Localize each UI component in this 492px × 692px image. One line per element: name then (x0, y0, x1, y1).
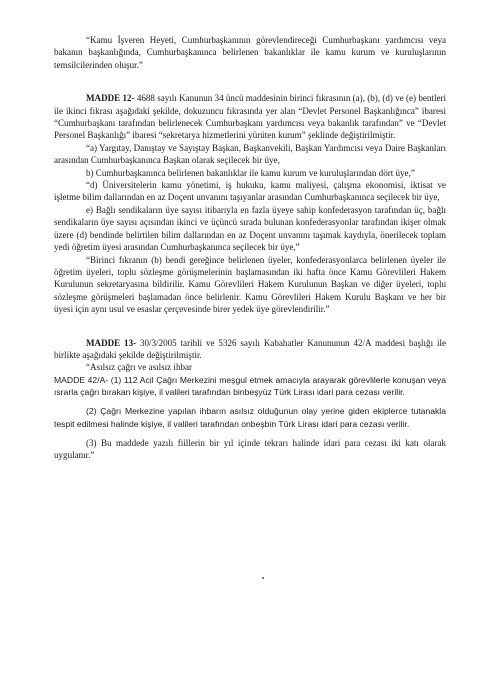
paragraph-heading-false-call: “Asılsız çağrı ve asılsız ihbar (86, 362, 193, 373)
article-12-text: 4688 sayılı Kanunun 34 üncü maddesinin birinci fıkrasının (a), (b), (d) ve (e) bentleri ile ikinci fıkrası aşağıdaki şekilde, dokuzuncu fıkrasında yer alan “Devlet Personel Başkanlığınca” ibaresi “Cumhurbaşkanı tarafından belirlenecek Cumhurbaşkanı yardımcısı veya bakanlık tarafından” ve “Devlet Personel Başkanlığı” ibaresi “sekretarya hizmetlerini yürüten kurum” şeklinde değiştirilmiştir. (54, 93, 446, 141)
paragraph-second-subsection: “Birinci fıkranın (b) bendi gereğince belirlenen üyeler, konfederasyonlarca belirlenen üyeler ile öğretim üyeleri, toplu sözleşme görüşmelerinin başlamasından iki hafta önce Kamu Görevlileri Hakem Kurulunun sekretaryasına bildirilir. Kamu Görevlileri Hakem Kurulunun Başkan ve diğer üyeleri, toplu sözleşme görüşmeleri başlamadan önce belirlenir. Kamu Görevlileri Hakem Kurulu Başkanı ve her bir üyesi için aynı usul ve esaslar çerçevesinde birer yedek üye görevlendirilir.” (54, 254, 446, 315)
paragraph-article-42a-3: (3) Bu maddede yazılı fiillerin bir yıl içinde tekrarı halinde idari para cezası iki katı olarak uygulanır.” (54, 437, 446, 461)
paragraph-kamu-isveren-heyeti: “Kamu İşveren Heyeti, Cumhurbaşkanının görevlendireceği Cumhurbaşkanı yardımcısı veya bakanın başkanlığında, Cumhurbaşkanınca belirlenen bakanlıklar ile kamu kurum ve kuruluşlarının temsilcilerinden oluşur.” (54, 35, 446, 70)
article-13-text: 30/3/2005 tarihli ve 5326 sayılı Kabahatler Kanununun 42/A maddesi başlığı ile birlikte aşağıdaki şekilde değiştirilmiştir. (54, 337, 446, 360)
paragraph-article-42a-1: MADDE 42/A- (1) 112 Acil Çağrı Merkezini meşgul etmek amacıyla arayarak görevlilerle konuşan veya ısrarla çağrı bırakan kişiye, il valileri tarafından binbeşyüz Türk Lirası idari para cezası verilir. (54, 374, 446, 398)
paragraph-clause-a: “a) Yargıtay, Danıştay ve Sayıştay Başkan, Başkanvekili, Başkan Yardımcısı veya Daire Başkanları arasından Cumhurbaşkanınca Başkan olarak seçilecek bir üye, (54, 142, 446, 166)
paragraph-article-42a-2: (2) Çağrı Merkezine yapılan ihbarın asılsız olduğunun olay yerine giden ekiplerce tutanakla tespit edilmesi halinde kişiye, il valileri tarafından onbeşbin Türk Lirası idari para cezası verilir. (54, 406, 446, 429)
article-12 (54, 92, 446, 142)
paragraph-clause-b: b) Cumhurbaşkanınca belirlenen bakanlıklar ile kamu kurum ve kuruluşlarından dört üye,” (86, 167, 415, 178)
article-13-label: MADDE 13- (86, 337, 137, 348)
scan-speck (262, 577, 264, 579)
article-12-label: MADDE 12- (86, 93, 135, 104)
paragraph-clause-d: “d) Üniversitelerin kamu yönetimi, iş hukuku, kamu maliyesi, çalışma ekonomisi, iktisat ve işletme bilim dallarından en az Doçent unvanını taşıyanlar arasından Cumhurbaşkanınca seçilecek bir üye, (54, 180, 446, 203)
article-13 (54, 337, 446, 362)
paragraph-clause-e: e) Bağlı sendikaların üye sayısı itibarıyla en fazla üyeye sahip konfederasyon tarafından üç, bağlı sendikaların üye sayısı açısından ikinci ve üçüncü sırada bulunan konfederasyonlar tarafından ikişer olmak üzere (d) bendinde belirtilen bilim dallarından en az Doçent unvanını taşımak kaydıyla, önerilecek toplam yedi öğretim üyesi arasından Cumhurbaşkanınca seçilecek bir üye,” (54, 204, 446, 253)
document-body (54, 34, 446, 462)
